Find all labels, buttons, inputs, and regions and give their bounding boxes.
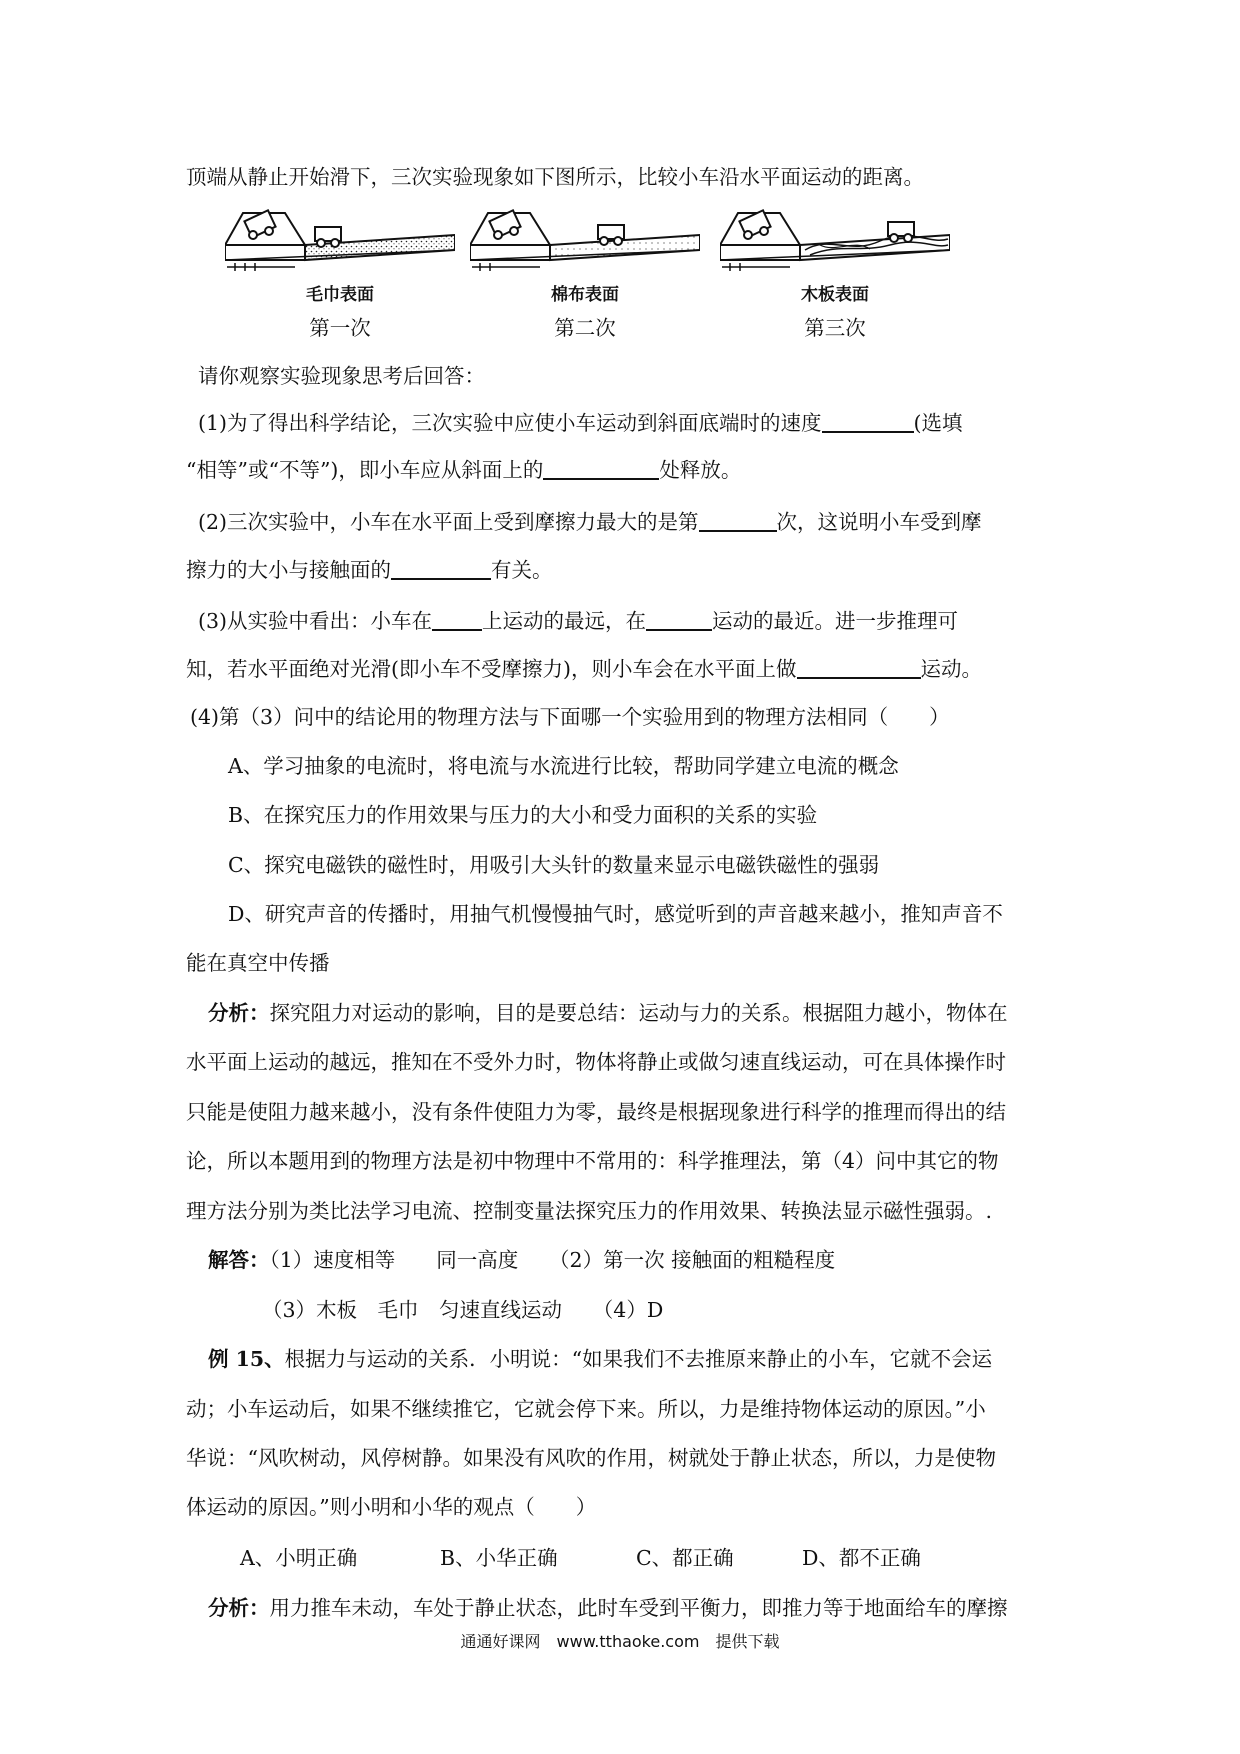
q2-text-d: 有关。	[491, 558, 553, 582]
q1-text-a: (1)为了得出科学结论，三次实验中应使小车运动到斜面底端时的速度	[198, 411, 822, 435]
question-2-line-1	[198, 509, 982, 535]
question-3-line-1	[198, 608, 958, 634]
q3-text-a: (3)从实验中看出：小车在	[198, 609, 433, 633]
q1-text-c: “相等”或“不等”)，即小车应从斜面上的	[186, 458, 544, 482]
analysis-text: 探究阻力对运动的影响，目的是要总结：运动与力的关系。根据阻力越小，物体在	[269, 1001, 1008, 1025]
analysis-1-line-4: 论，所以本题用到的物理方法是初中物理中不常用的：科学推理法，第（4）问中其它的物	[186, 1149, 999, 1173]
q2-text-a: (2)三次实验中，小车在水平面上受到摩擦力最大的是第	[198, 510, 699, 534]
trial-caption: 第二次	[554, 316, 616, 340]
example-label: 例 15、	[208, 1347, 285, 1371]
example-15-option-b: B、小华正确	[440, 1546, 558, 1570]
experiment-figure	[225, 205, 1025, 340]
question-2-line-2	[186, 557, 553, 583]
q3-blank-1	[432, 609, 482, 631]
example-text: 根据力与运动的关系．小明说：“如果我们不去推原来静止的小车，它就不会运	[284, 1347, 993, 1371]
towel-ramp-illustration	[225, 205, 455, 285]
q2-text-c: 擦力的大小与接触面的	[186, 558, 391, 582]
q1-text-b: (选填	[913, 411, 963, 435]
q2-blank-1	[699, 510, 777, 532]
q3-blank-3	[797, 657, 921, 679]
question-4-option-d-line-2: 能在真空中传播	[186, 951, 330, 975]
analysis-2-line-1	[208, 1595, 1008, 1621]
analysis-1-line-2: 水平面上运动的越远，推知在不受外力时，物体将静止或做匀速直线运动，可在具体操作时	[186, 1050, 1006, 1074]
q3-text-e: 运动。	[920, 657, 982, 681]
analysis-label: 分析：	[208, 1596, 270, 1620]
question-4-option-a: A、学习抽象的电流时，将电流与水流进行比较，帮助同学建立电流的概念	[228, 754, 899, 778]
wood-ramp-illustration	[720, 205, 950, 285]
surface-label: 毛巾表面	[306, 285, 374, 305]
figure-trial-1	[225, 205, 455, 340]
question-4-stem: (4)第（3）问中的结论用的物理方法与下面哪一个实验用到的物理方法相同（ ）	[190, 705, 950, 729]
question-4-option-b: B、在探究压力的作用效果与压力的大小和受力面积的关系的实验	[228, 803, 818, 827]
surface-label: 棉布表面	[551, 285, 619, 305]
example-15-option-a: A、小明正确	[240, 1546, 358, 1570]
answer-text: （1）速度相等 同一高度 （2）第一次 接触面的粗糙程度	[269, 1248, 836, 1272]
prompt-line: 请你观察实验现象思考后回答：	[198, 364, 485, 388]
example-15-line-3: 华说：“风吹树动，风停树静。如果没有风吹的作用，树就处于静止状态，所以，力是使物	[186, 1446, 996, 1470]
q3-blank-2	[646, 609, 712, 631]
example-15-option-d: D、都不正确	[802, 1546, 921, 1570]
question-4-option-d-line-1: D、研究声音的传播时，用抽气机慢慢抽气时，感觉听到的声音越来越小，推知声音不	[228, 902, 1003, 926]
analysis-text: 用力推车未动，车处于静止状态，此时车受到平衡力，即推力等于地面给车的摩擦	[269, 1596, 1008, 1620]
surface-label: 木板表面	[801, 285, 869, 305]
example-15-option-c: C、都正确	[636, 1546, 734, 1570]
example-15-line-4: 体运动的原因。”则小明和小华的观点（ ）	[186, 1495, 597, 1519]
q3-text-c: 运动的最近。进一步推理可	[712, 609, 959, 633]
answer-label: 解答：	[208, 1248, 270, 1272]
example-15-line-1	[208, 1346, 992, 1372]
intro-line: 顶端从静止开始滑下，三次实验现象如下图所示，比较小车沿水平面运动的距离。	[186, 165, 924, 189]
figure-trial-3	[720, 205, 950, 340]
analysis-1-line-5: 理方法分别为类比法学习电流、控制变量法探究压力的作用效果、转换法显示磁性强弱。.	[186, 1199, 993, 1223]
question-1-line-1	[198, 410, 963, 436]
cotton-ramp-illustration	[470, 205, 700, 285]
q2-text-b: 次，这说明小车受到摩	[776, 510, 982, 534]
q3-text-d: 知，若水平面绝对光滑(即小车不受摩擦力)，则小车会在水平面上做	[186, 657, 797, 681]
trial-caption: 第三次	[804, 316, 866, 340]
figure-trial-2	[470, 205, 700, 340]
trial-caption: 第一次	[309, 316, 371, 340]
q3-text-b: 上运动的最远，在	[482, 609, 647, 633]
analysis-label: 分析：	[208, 1001, 270, 1025]
q1-blank-2	[543, 458, 659, 480]
q2-blank-2	[391, 558, 491, 580]
q1-blank-1	[822, 411, 914, 433]
q1-text-d: 处释放。	[659, 458, 742, 482]
analysis-1-line-3: 只能是使阻力越来越小，没有条件使阻力为零，最终是根据现象进行科学的推理而得出的结	[186, 1100, 1006, 1124]
answer-1-line-1	[208, 1247, 835, 1273]
question-4-option-c: C、探究电磁铁的磁性时，用吸引大头针的数量来显示电磁铁磁性的强弱	[228, 853, 880, 877]
analysis-1-line-1	[208, 1000, 1008, 1026]
page-footer: 通通好课网 www.tthaoke.com 提供下载	[460, 1632, 780, 1651]
question-1-line-2	[186, 457, 741, 483]
example-15-line-2: 动；小车运动后，如果不继续推它，它就会停下来。所以，力是维持物体运动的原因。”小	[186, 1397, 986, 1421]
answer-1-line-2: （3）木板 毛巾 匀速直线运动 （4）D	[262, 1298, 664, 1322]
question-3-line-2	[186, 656, 982, 682]
